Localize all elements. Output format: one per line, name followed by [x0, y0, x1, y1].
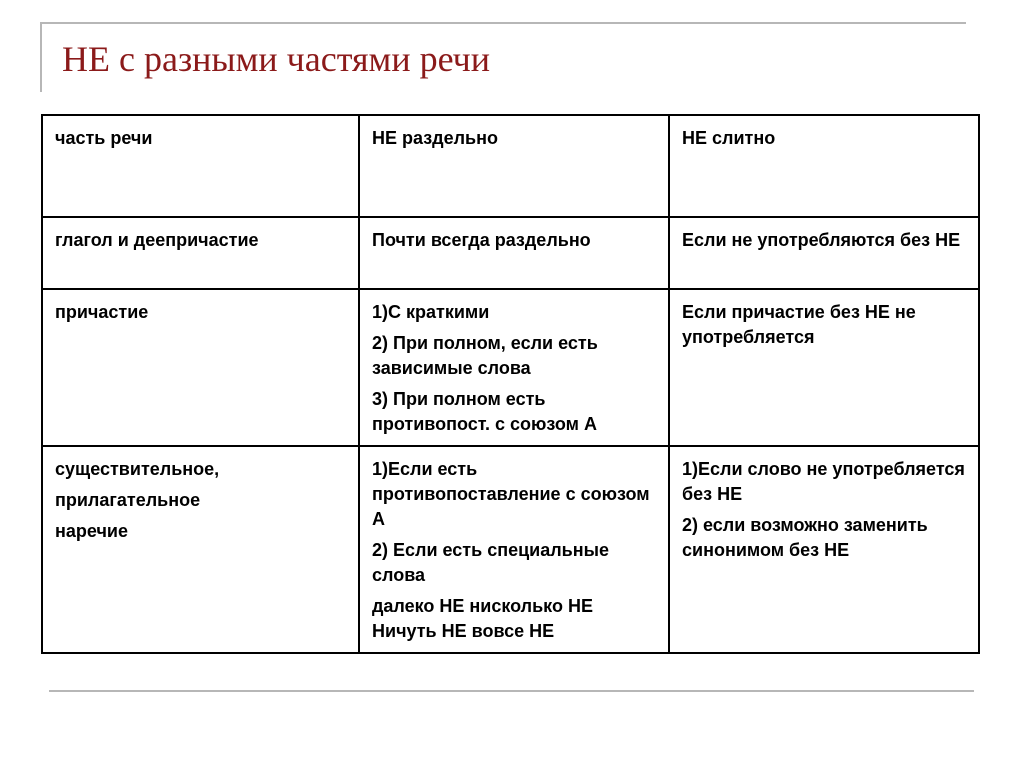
bottom-divider-line: [49, 690, 974, 692]
cell-part-of-speech: [42, 446, 359, 653]
cell-line: 2) если возможно заменить синонимом без НЕ: [682, 515, 928, 560]
cell-line: 1)Если есть противопоставление с союзом А: [372, 459, 650, 529]
cell-separate: [359, 289, 669, 446]
header-separate: НЕ раздельно: [359, 115, 669, 217]
cell-part-of-speech: [42, 289, 359, 446]
cell-part-of-speech: [42, 217, 359, 289]
cell-line: глагол и деепричастие: [55, 230, 259, 250]
rules-table: [41, 114, 980, 654]
cell-line: прилагательное: [55, 490, 201, 510]
cell-separate: [359, 217, 669, 289]
left-divider-line: [40, 22, 42, 92]
cell-line: 1)Если слово не употребляется без НЕ: [682, 459, 965, 504]
table-header-row: [42, 115, 979, 217]
cell-line: 3) При полном есть противопост. с союзом А: [372, 389, 597, 434]
cell-joined: [669, 446, 979, 653]
cell-line: существительное,: [55, 459, 220, 479]
header-part-of-speech: часть речи: [42, 115, 359, 217]
cell-line: причастие: [55, 302, 149, 322]
rules-table-container: [41, 114, 976, 654]
table-row: [42, 217, 979, 289]
table-row: [42, 446, 979, 653]
table-row: [42, 289, 979, 446]
cell-line: далеко НЕ нисколько НЕ Ничуть НЕ вовсе НЕ: [372, 596, 593, 641]
cell-joined: [669, 217, 979, 289]
top-divider-line: [40, 22, 966, 24]
cell-line: Почти всегда раздельно: [372, 230, 591, 250]
cell-line: 2) При полном, если есть зависимые слова: [372, 333, 598, 378]
header-joined: НЕ слитно: [669, 115, 979, 217]
cell-line: Если не употребляются без НЕ: [682, 230, 961, 250]
cell-line: наречие: [55, 521, 128, 541]
cell-line: 2) Если есть специальные слова: [372, 540, 609, 585]
slide-title: НЕ с разными частями речи: [62, 39, 491, 79]
cell-separate: [359, 446, 669, 653]
cell-line: Если причастие без НЕ не употребляется: [682, 302, 916, 347]
cell-line: 1)С краткими: [372, 302, 490, 322]
cell-joined: [669, 289, 979, 446]
